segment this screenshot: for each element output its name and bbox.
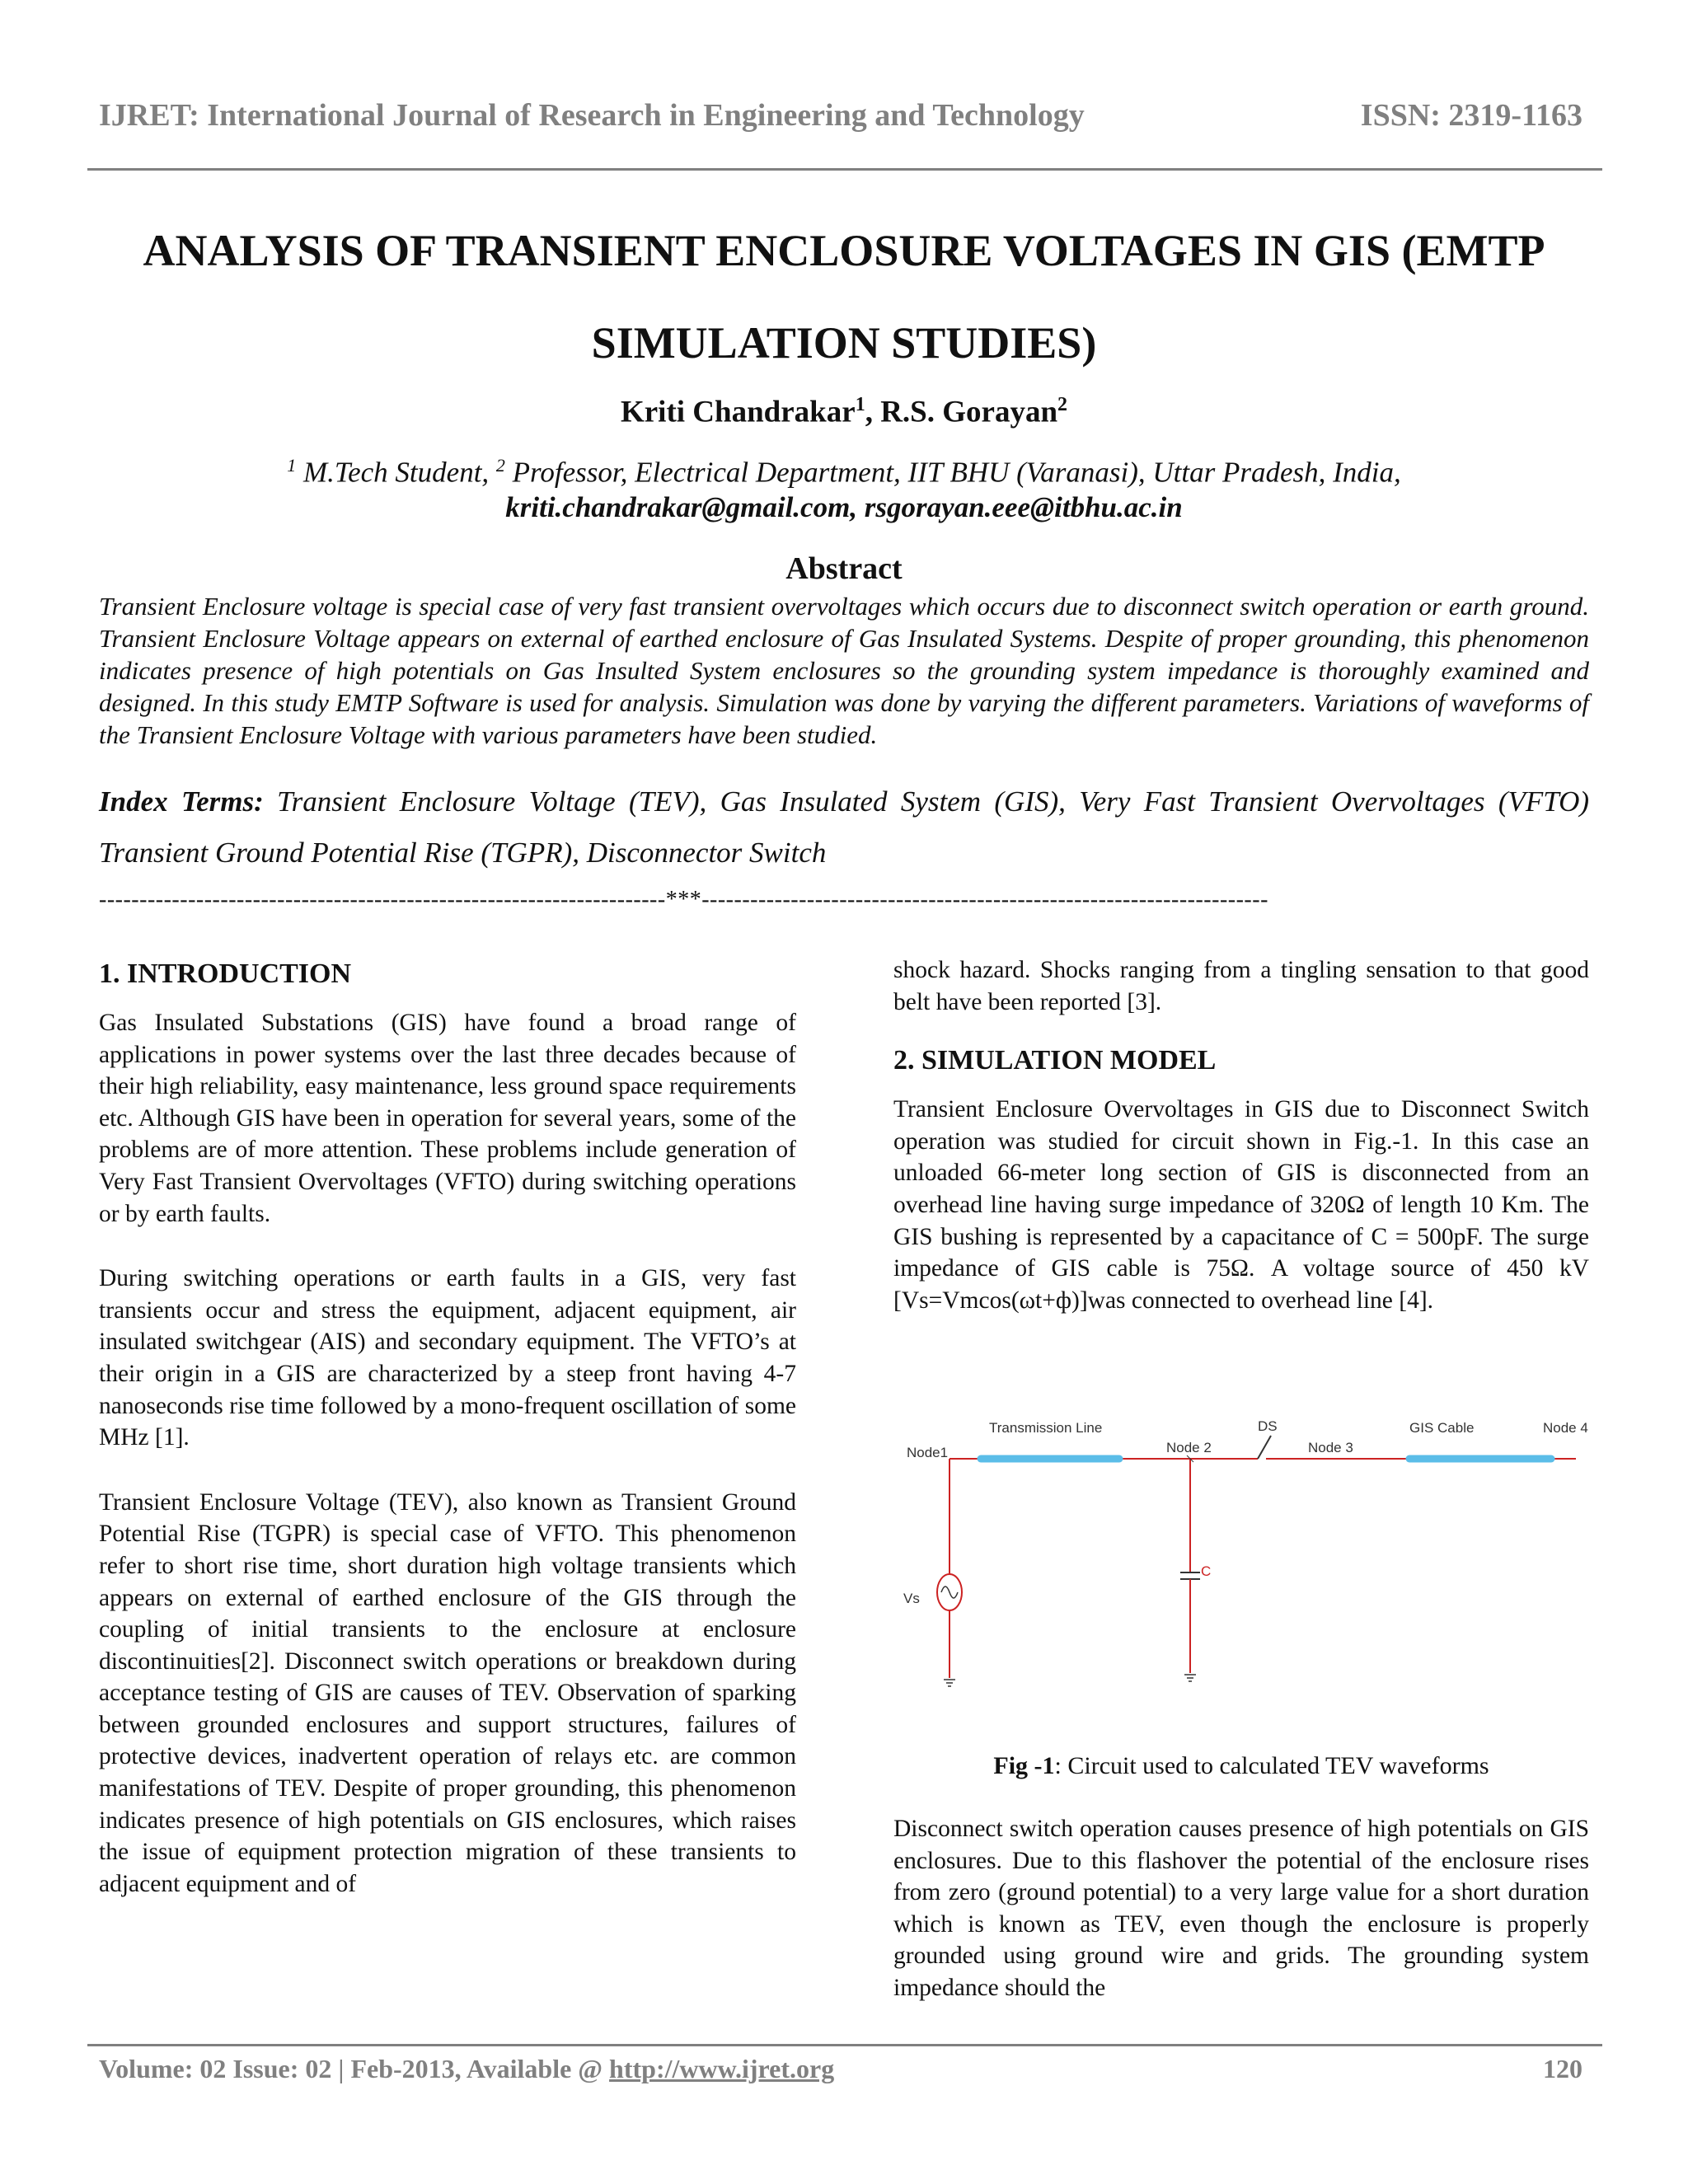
simulation-paragraph-2: Disconnect switch operation causes presence of high potentials on GIS enclosures. Due to this flashover the potential of the enclosure rises from zero (ground potential) to a very large value for a short duration which is known as TEV, even though the enclosure is properly grounded using ground wire and grids. The grounding system impedance should the [893,1816,1589,2001]
ds-label: DS [1258,1418,1278,1434]
author-1: Kriti Chandrakar [620,395,856,429]
affiliation [0,448,1688,525]
author-2: R.S. Gorayan [880,395,1058,429]
issn-header: ISSN: 2319-1163 [1360,98,1582,133]
left-column [99,953,796,1933]
node3-label: Node 3 [1308,1440,1353,1455]
section-separator: ----------------------------------------------------------------------***---------------------------------------------------------------------- [99,887,1268,912]
index-terms-text: Transient Enclosure Voltage (TEV), Gas Insulated System (GIS), Very Fast Transient Overvoltages (VFTO) Transient Ground Potential Rise (TGPR), Disconnector Switch [99,785,1589,869]
capacitor-label: C [1201,1563,1212,1579]
affil-sup-2: 2 [495,455,505,476]
figure-caption-text: : Circuit used to calculated TEV waveforms [1054,1752,1489,1779]
affiliation-line [0,448,1688,490]
figure-caption [893,1752,1589,1780]
author-emails: kriti.chandrakar@gmail.com, rsgorayan.eee@itbhu.ac.in [505,490,1183,523]
circuit-diagram [898,1401,1591,1714]
ground-icon-capacitor [1184,1675,1196,1681]
abstract-heading: Abstract [785,551,903,586]
author-1-sup: 1 [855,394,865,415]
simulation-model-heading: 2. SIMULATION MODEL [893,1045,1217,1076]
journal-link[interactable]: http://www.ijret.org [609,2054,835,2083]
index-terms [99,776,1589,879]
affil-text-2: Professor, Electrical Department, IIT BHU (Varanasi), Uttar Pradesh, India, [504,456,1401,489]
intro-paragraph-1: Gas Insulated Substations (GIS) have found a broad range of applications in power systems over the last three decades because of their high reliability, easy maintenance, less ground space requirements etc. Although GIS have been in operation for several years, some of the problems are of more attention. These problems include generation of Very Fast Transient Overvoltages (VFTO) during switching operations or by earth faults. [99,1010,796,1227]
paper-title: ANALYSIS OF TRANSIENT ENCLOSURE VOLTAGES IN GIS (EMTP SIMULATION STUDIES) [143,226,1545,368]
ground-icon-source [944,1680,955,1686]
author-separator: , [865,395,881,429]
intro-paragraph-3: Transient Enclosure Voltage (TEV), also known as Transient Ground Potential Rise (TGPR) is special case of VFTO. This phenomenon refer to short rise time, short duration high voltage transients which appears on external of earthed enclosure of the GIS through the coupling of initial transients to the enclosure at enclosure discontinuities[2]. Disconnect switch operations or breakdown during acceptance testing of GIS are causes of TEV. Observation of sparking between grounded enclosures and support structures, failures of protective devices, inadvertent operation of relays etc. are common manifestations of TEV. Despite of proper grounding, this phenomenon indicates presence of high potentials on GIS enclosures, which raises the issue of equipment protection migration of these transients to adjacent equipment and of [99,1488,796,1897]
node2-label: Node 2 [1166,1440,1212,1455]
gis-cable-label: GIS Cable [1409,1420,1475,1436]
footer-rule [87,2044,1602,2046]
right-column-lower [893,1813,1589,2037]
figure-caption-label: Fig -1 [993,1752,1055,1779]
node4-label: Node 4 [1543,1420,1588,1436]
authors [0,394,1688,429]
simulation-paragraph-1: Transient Enclosure Overvoltages in GIS due to Disconnect Switch operation was studied for circuit shown in Fig.-1. In this case an unloaded 66-meter long section of GIS is disconnected from an overhead line having surge impedance of 320Ω of length 10 Km. The GIS bushing is represented by a capacitance of C = 500pF. The surge impedance of GIS cable is 75Ω. A voltage source of 450 kV [Vs=Vmcos(ωt+ф)]was connected to overhead line [4]. [893,1096,1589,1314]
journal-header: IJRET: International Journal of Research in Engineering and Technology [99,98,1085,133]
intro-paragraph-continued: shock hazard. Shocks ranging from a tingling sensation to that good belt have been reported [3]. [893,957,1589,1015]
abstract-text: Transient Enclosure voltage is special case of very fast transient overvoltages which occurs due to disconnect switch operation or earth ground. Transient Enclosure Voltage appears on external of earthed enclosure of Gas Insulated Systems. Despite of proper grounding, this phenomenon indicates presence of high potentials on Gas Insulted System enclosures so the grounding system impedance is thoroughly examined and designed. In this study EMTP Software is used for analysis. Simulation was done by varying the different parameters. Variations of waveforms of the Transient Enclosure Voltage with various parameters have been studied. [99,592,1589,749]
intro-paragraph-2: During switching operations or earth faults in a GIS, very fast transients occur and stress the equipment, adjacent equipment, air insulated switchgear (AIS) and secondary equipment. The VFTO’s at their origin in a GIS are characterized by a steep front having 4-7 nanoseconds rise time followed by a mono-frequent oscillation of some MHz [1]. [99,1265,796,1451]
circuit-figure [898,1401,1591,1714]
right-column [893,954,1589,1349]
affil-sup-1: 1 [287,455,297,476]
footer-text [99,2054,834,2084]
vs-label: Vs [903,1591,920,1606]
header-rule [87,168,1602,171]
author-2-sup: 2 [1057,394,1068,415]
page-number: 120 [1543,2054,1582,2083]
sine-icon [941,1586,958,1598]
node1-label: Node1 [907,1445,949,1460]
index-terms-label: Index Terms: [99,785,264,818]
introduction-heading: 1. INTRODUCTION [99,958,352,989]
transmission-line-label: Transmission Line [989,1420,1103,1436]
disconnect-switch [1258,1436,1271,1459]
affil-text-1: M.Tech Student, [296,456,496,489]
footer-volume: Volume: 02 Issue: 02 | Feb-2013, Available @ [99,2054,610,2083]
